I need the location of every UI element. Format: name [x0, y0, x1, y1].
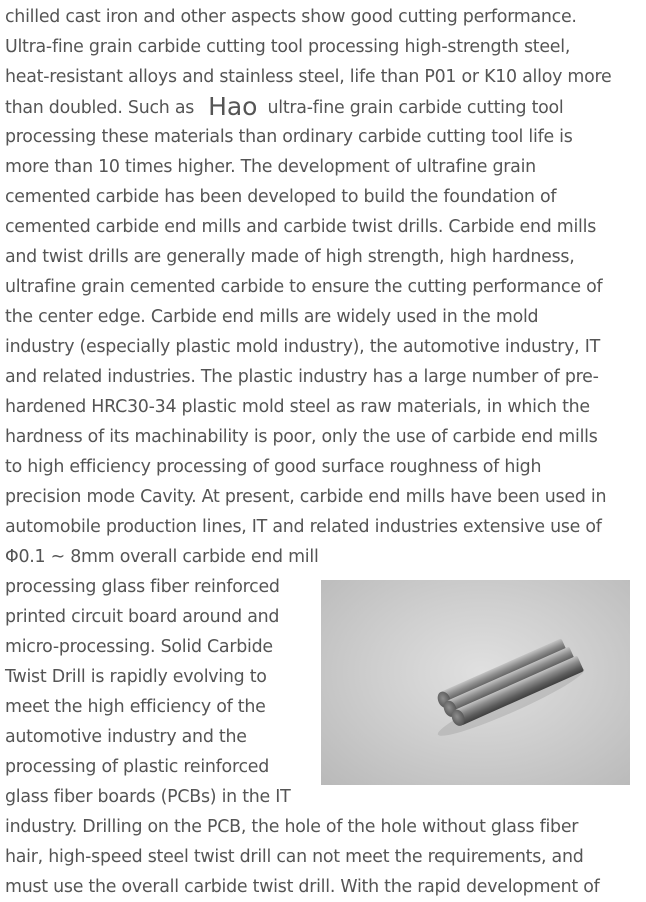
text-line: chilled cast iron and other aspects show good cutting performance. [5, 7, 577, 27]
text-line: ultrafine grain cemented carbide to ensure the cutting performance of [5, 277, 603, 297]
text-line: and twist drills are generally made of high strength, high hardness, [5, 247, 575, 267]
carbide-rods-photo [321, 580, 630, 785]
text-segment: than doubled. Such as [5, 98, 195, 118]
text-line: Φ0.1 ~ 8mm overall carbide end mill [5, 547, 319, 567]
text-line: printed circuit board around and [5, 607, 280, 627]
text-line: meet the high efficiency of the [5, 697, 266, 717]
text-line: cemented carbide end mills and carbide twist drills. Carbide end mills [5, 217, 597, 237]
brand-name: Hao [208, 92, 258, 121]
text-line: glass fiber boards (PCBs) in the IT [5, 787, 291, 807]
text-line: processing glass fiber reinforced [5, 577, 280, 597]
text-line: cemented carbide has been developed to build the foundation of [5, 187, 557, 207]
text-line: and related industries. The plastic industry has a large number of pre- [5, 367, 599, 387]
text-line: hardness of its machinability is poor, only the use of carbide end mills [5, 427, 598, 447]
text-line: automotive industry and the [5, 727, 247, 747]
text-line: micro-processing. Solid Carbide [5, 637, 273, 657]
text-line: automobile production lines, IT and related industries extensive use of [5, 517, 602, 537]
text-line: hardened HRC30-34 plastic mold steel as raw materials, in which the [5, 397, 590, 417]
text-line: must use the overall carbide twist drill. With the rapid development of [5, 877, 600, 897]
text-line: industry. Drilling on the PCB, the hole of the hole without glass fiber [5, 817, 579, 837]
text-line: heat-resistant alloys and stainless steel, life than P01 or K10 alloy more [5, 67, 612, 87]
text-line: processing of plastic reinforced [5, 757, 270, 777]
text-line: the center edge. Carbide end mills are widely used in the mold [5, 307, 539, 327]
carbide-rods-image [321, 580, 630, 785]
text-segment: ultra-fine grain carbide cutting tool [267, 98, 564, 118]
text-line: precision mode Cavity. At present, carbide end mills have been used in [5, 487, 607, 507]
text-line: processing these materials than ordinary carbide cutting tool life is [5, 127, 573, 147]
text-line: more than 10 times higher. The development of ultrafine grain [5, 157, 536, 177]
text-line: to high efficiency processing of good surface roughness of high [5, 457, 542, 477]
text-line: Ultra-fine grain carbide cutting tool processing high-strength steel, [5, 37, 571, 57]
text-line: hair, high-speed steel twist drill can not meet the requirements, and [5, 847, 584, 867]
text-line: industry (especially plastic mold industry), the automotive industry, IT [5, 337, 600, 357]
text-line-with-brand [5, 92, 641, 122]
text-line: Twist Drill is rapidly evolving to [5, 667, 267, 687]
